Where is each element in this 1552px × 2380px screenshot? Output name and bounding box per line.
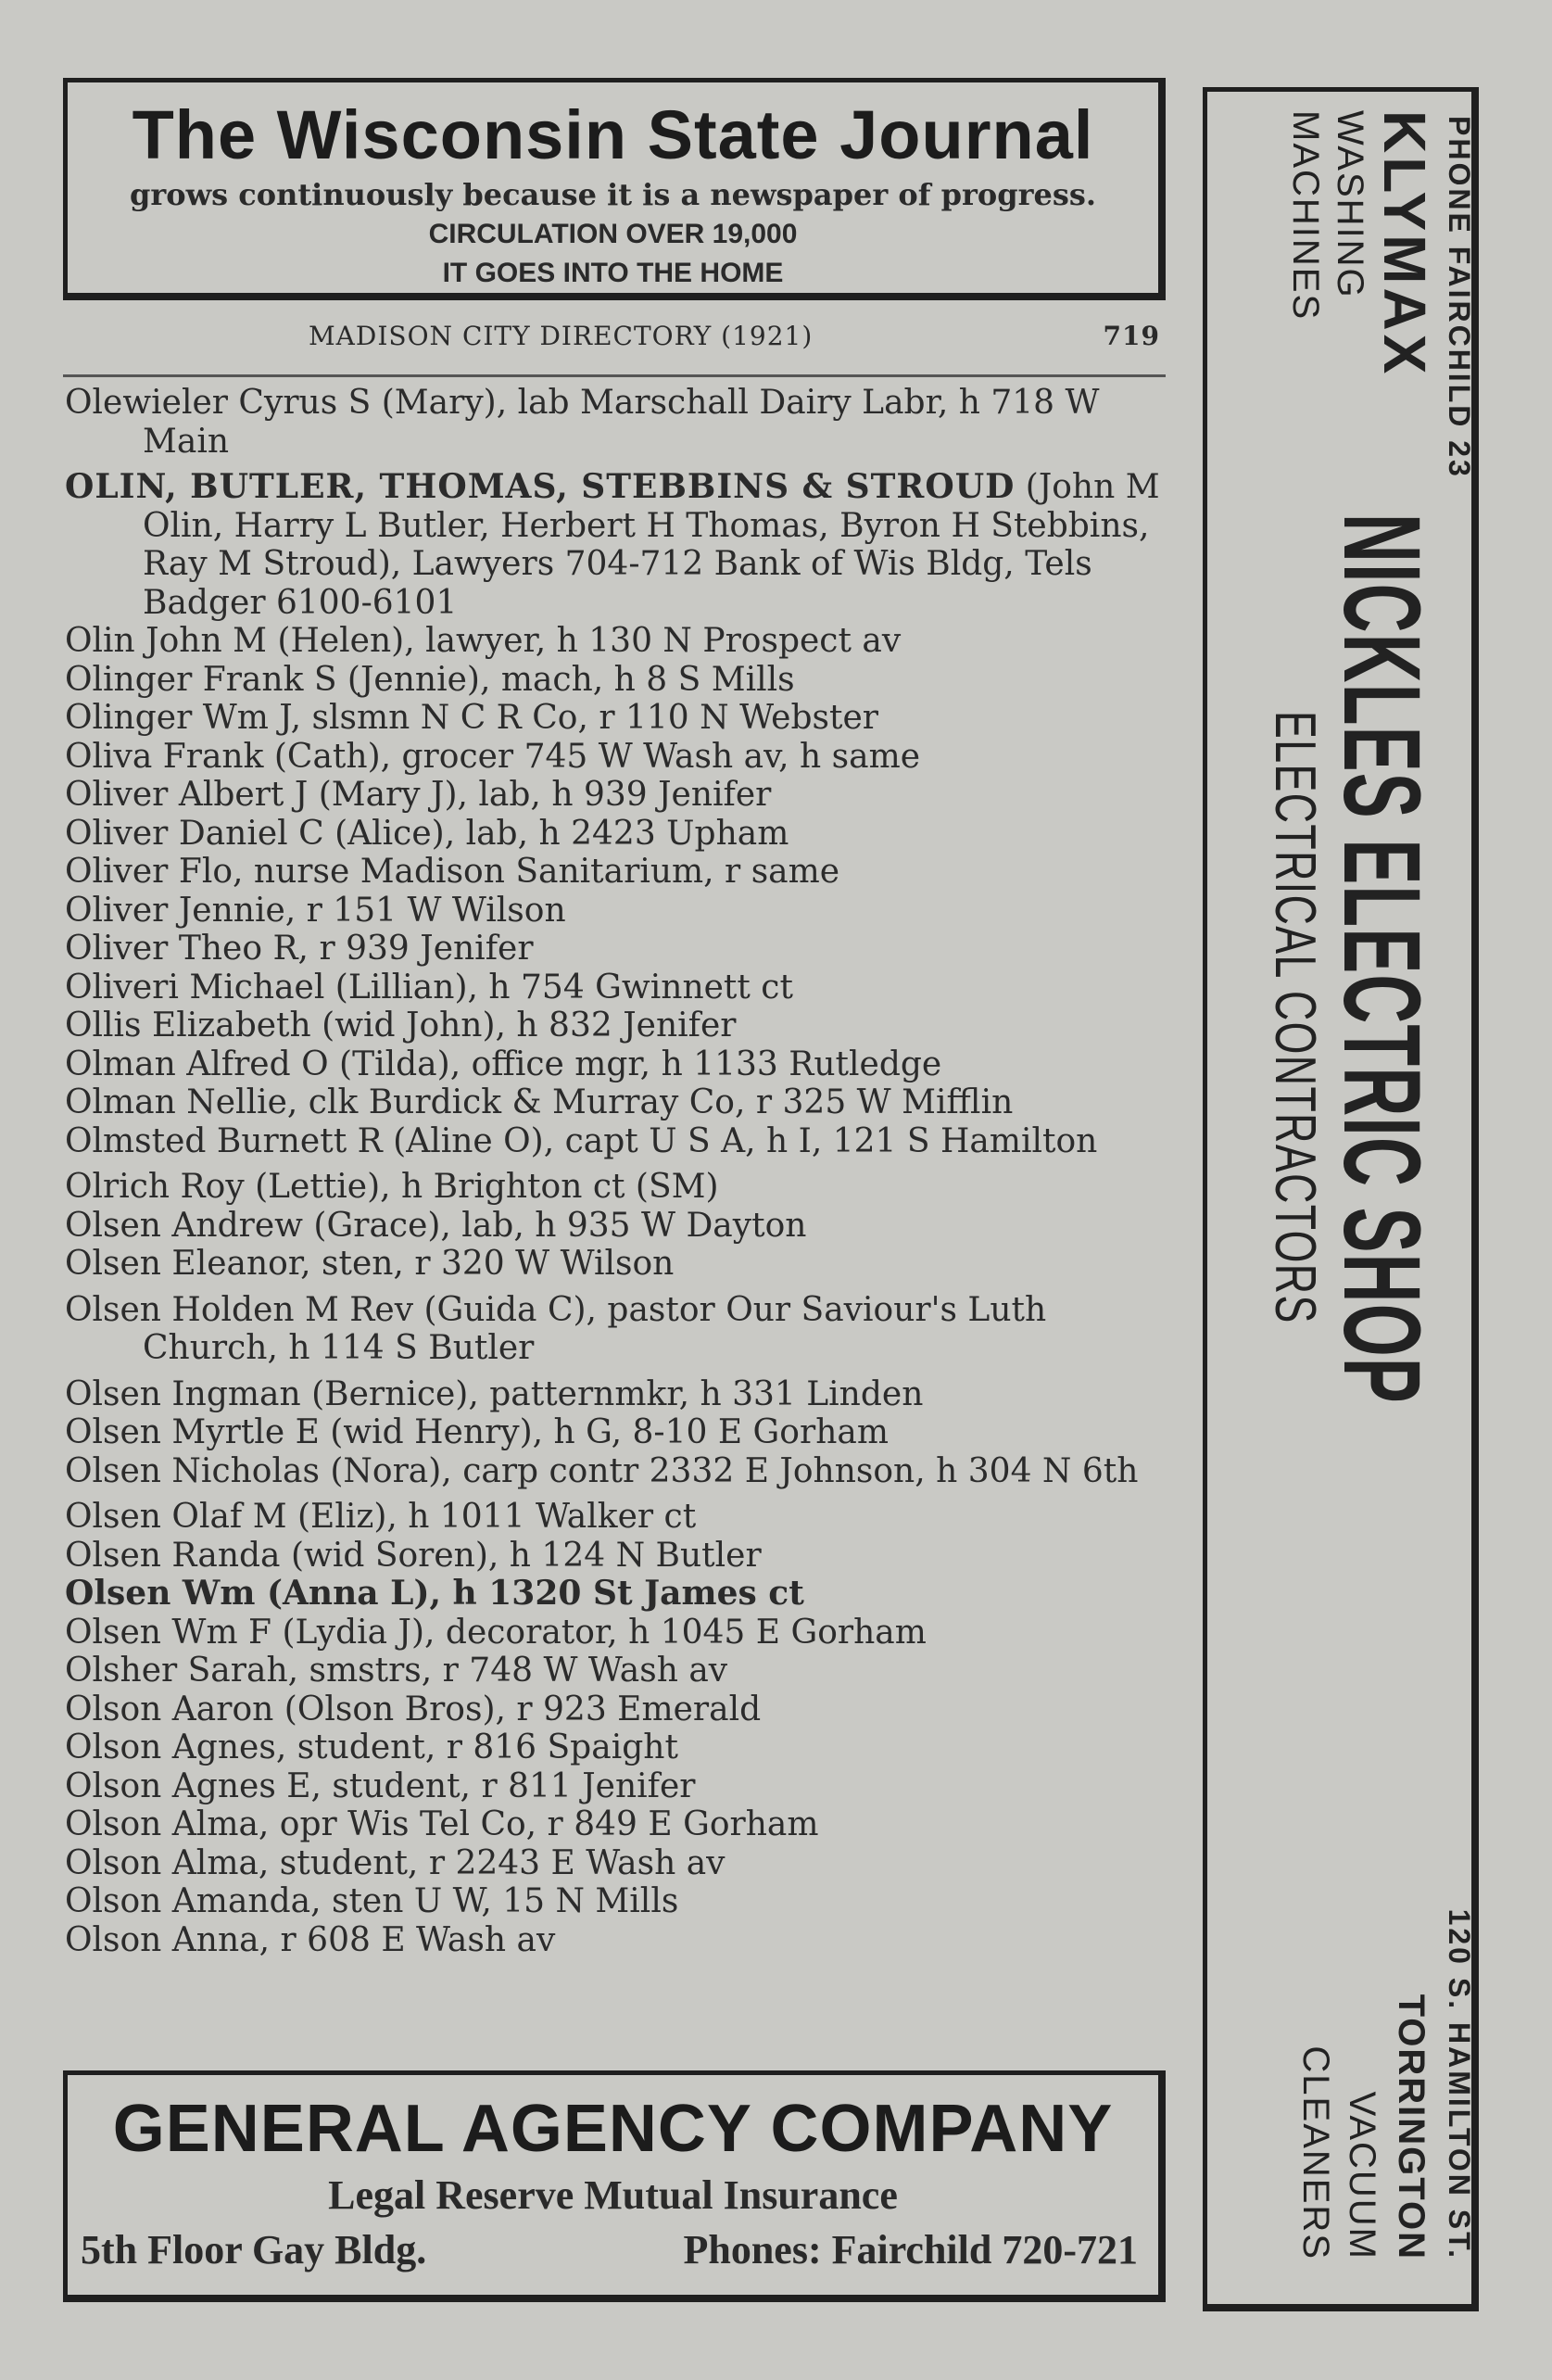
directory-entry: Olson Anna, r 608 E Wash av <box>65 1920 556 1959</box>
directory-entry: Olman Alfred O (Tilda), office mgr, h 1133 Rutledge <box>65 1044 942 1083</box>
directory-entry: Olsher Sarah, smstrs, r 748 W Wash av <box>65 1652 728 1690</box>
ad-address: 5th Floor Gay Bldg. <box>81 2227 427 2272</box>
product-line: CLEANERS <box>1295 2045 1336 2260</box>
directory-entry: Oliver Theo R, r 939 Jenifer <box>65 930 534 968</box>
directory-entry: Olsen Ingman (Bernice), patternmkr, h 331 Linden <box>65 1374 924 1413</box>
nickles-electric-ad <box>1203 87 1479 2311</box>
directory-entry: Olson Alma, opr Wis Tel Co, r 849 E Gorham <box>65 1805 819 1843</box>
directory-entry: Olsen Eleanor, sten, r 320 W Wilson <box>65 1245 675 1283</box>
rotated-ad-content <box>1207 92 1483 2316</box>
directory-entry: Oliveri Michael (Lillian), h 754 Gwinnett ct <box>65 968 793 1006</box>
shop-name: NICKLES ELECTRIC SHOP <box>1320 513 1443 1404</box>
directory-entry: Olsen Wm (Anna L), h 1320 St James ct <box>65 1574 804 1613</box>
ad-home: IT GOES INTO THE HOME <box>442 258 784 288</box>
ad-subtitle: Legal Reserve Mutual Insurance <box>328 2172 898 2218</box>
directory-entry: Oliver Daniel C (Alice), lab, h 2423 Upham <box>65 814 789 853</box>
header-rule <box>63 374 1166 377</box>
directory-entry: Oliva Frank (Cath), grocer 745 W Wash av, h same <box>65 737 921 776</box>
directory-entry: Oliver Flo, nurse Madison Sanitarium, r same <box>65 853 840 891</box>
ad-title: The Wisconsin State Journal <box>132 96 1094 173</box>
directory-title: MADISON CITY DIRECTORY (1921) <box>309 321 814 351</box>
firm-name: OLIN, BUTLER, THOMAS, STEBBINS & STROUD <box>65 467 1016 506</box>
firm-details: (John M Olin, Harry L Butler, Herbert H Thomas, Byron H Stebbins, Ray M Stroud), Lawyers 704-712 Bank of Wis Bldg, Tels Badger 6100-6101 <box>143 468 1160 622</box>
directory-entry: Olrich Roy (Lettie), h Brighton ct (SM) <box>65 1168 719 1206</box>
ad-title: GENERAL AGENCY COMPANY <box>112 2092 1114 2166</box>
directory-entry: Olsen Andrew (Grace), lab, h 935 W Dayton <box>65 1206 807 1245</box>
directory-entry: Olsen Randa (wid Soren), h 124 N Butler <box>65 1536 762 1575</box>
directory-entry: Oliver Jennie, r 151 W Wilson <box>65 891 566 930</box>
directory-entry: Olsen Wm F (Lydia J), decorator, h 1045 E Gorham <box>65 1613 927 1652</box>
page-number: 719 <box>1103 321 1160 351</box>
klymax-brand: KLYMAX <box>1371 110 1438 378</box>
wisconsin-state-journal-ad <box>63 78 1166 300</box>
shop-tagline: ELECTRICAL CONTRACTORS <box>1263 711 1327 1324</box>
ad-circulation: CIRCULATION OVER 19,000 <box>428 219 798 249</box>
directory-entry: Olinger Wm J, slsmn N C R Co, r 110 N Webster <box>65 699 878 737</box>
ad-address: 120 S. HAMILTON ST. <box>1443 1908 1476 2260</box>
directory-entry: Olmsted Burnett R (Aline O), capt U S A, h I, 121 S Hamilton <box>65 1121 1098 1160</box>
ad-tagline: grows continuously because it is a newspaper of progress. <box>130 177 1096 212</box>
directory-entry: Olson Alma, student, r 2243 E Wash av <box>65 1843 726 1882</box>
directory-entry: Olson Amanda, sten U W, 15 N Mills <box>65 1882 679 1920</box>
directory-entry: Olson Agnes E, student, r 811 Jenifer <box>65 1766 696 1805</box>
running-head <box>63 321 1166 358</box>
directory-entry: Olsen Olaf M (Eliz), h 1011 Walker ct <box>65 1498 697 1536</box>
directory-entry: Olson Aaron (Olson Bros), r 923 Emerald <box>65 1690 762 1728</box>
directory-entry: Olinger Frank S (Jennie), mach, h 8 S Mills <box>65 660 795 699</box>
ad-phones: Phones: Fairchild 720-721 <box>683 2227 1138 2272</box>
product-line: VACUUM <box>1342 2091 1382 2260</box>
directory-entry: Olman Nellie, clk Burdick & Murray Co, r 325 W Mifflin <box>65 1083 1014 1121</box>
product-line: WASHING <box>1330 110 1370 299</box>
directory-entry: Olsen Holden M Rev (Guida C), pastor Our Saviour's Luth Church, h 114 S Butler <box>65 1290 1047 1367</box>
washing-machines <box>1283 110 1372 321</box>
directory-entry: Olin John M (Helen), lawyer, h 130 N Prospect av <box>65 622 902 660</box>
directory-entries <box>65 384 1167 1959</box>
directory-entry: Olsen Nicholas (Nora), carp contr 2332 E Johnson, h 304 N 6th <box>65 1451 1139 1490</box>
product-line: MACHINES <box>1285 110 1326 322</box>
vacuum-cleaners <box>1293 2045 1385 2260</box>
torrington-brand: TORRINGTON <box>1391 1994 1432 2260</box>
directory-entry: Ollis Elizabeth (wid John), h 832 Jenifer <box>65 1006 737 1044</box>
directory-entry: Olsen Myrtle E (wid Henry), h G, 8-10 E Gorham <box>65 1413 889 1451</box>
directory-entry: Olewieler Cyrus S (Mary), lab Marschall Dairy Labr, h 718 W Main <box>65 384 1100 461</box>
directory-entry: Oliver Albert J (Mary J), lab, h 939 Jenifer <box>65 776 772 814</box>
ad-phone: PHONE FAIRCHILD 23 <box>1443 116 1476 479</box>
firm-entry <box>65 468 1167 622</box>
general-agency-ad <box>63 2070 1166 2302</box>
ad-contact-row <box>68 2226 1158 2276</box>
directory-entry: Olson Agnes, student, r 816 Spaight <box>65 1728 678 1766</box>
